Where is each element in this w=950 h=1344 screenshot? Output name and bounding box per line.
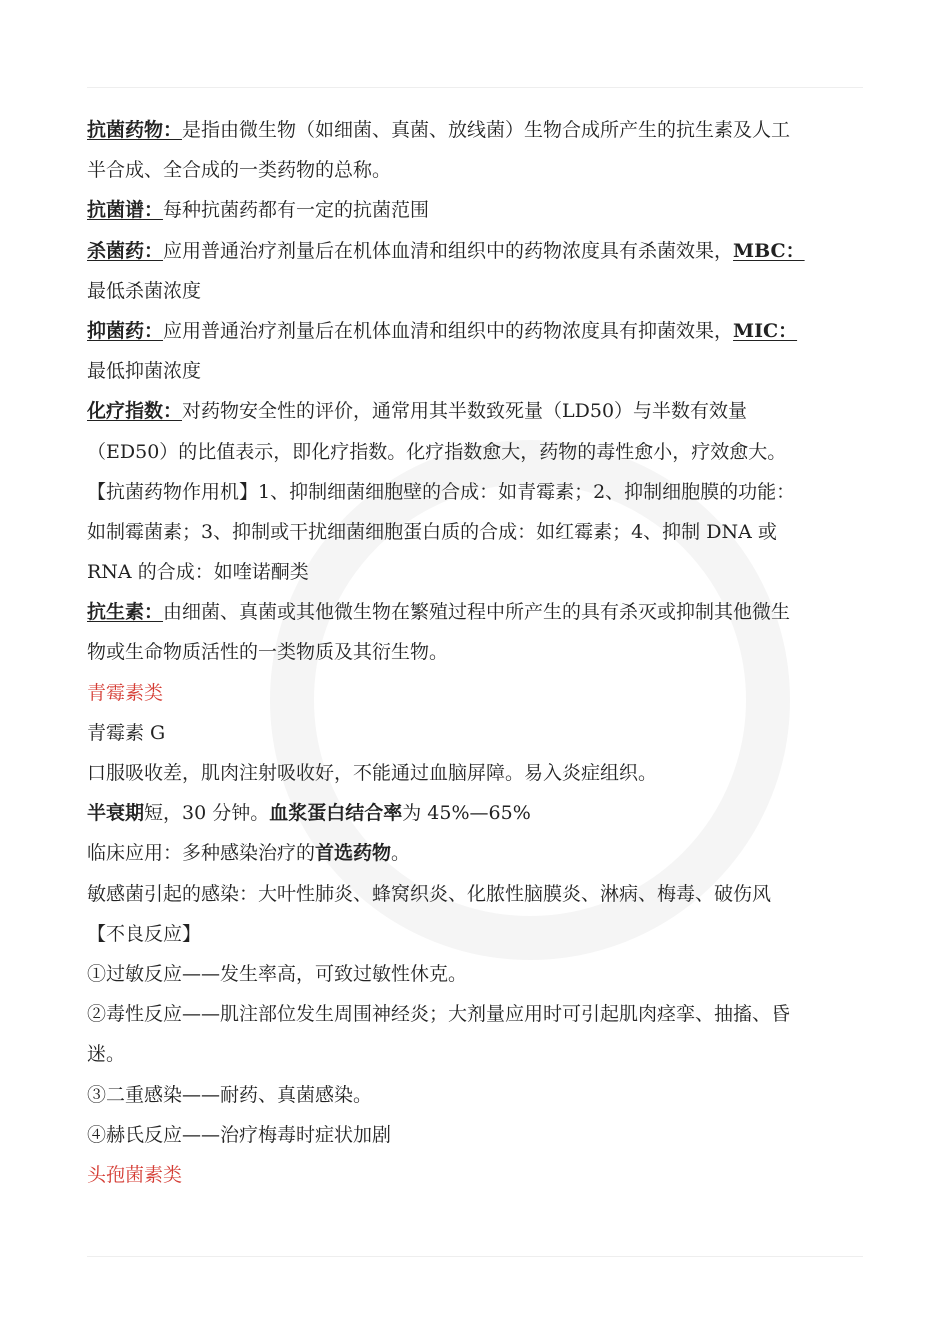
definition-text: 是指由微生物（如细菌、真菌、放线菌）生物合成所产生的抗生素及人工 — [182, 119, 791, 141]
clinical-use-line — [87, 833, 863, 873]
absorption-line: 口服吸收差，肌肉注射吸收好，不能通过血脑屏障。易入炎症组织。 — [87, 762, 658, 784]
adverse-reaction-3: ③二重感染——耐药、真菌感染。 — [87, 1083, 373, 1106]
adverse-reaction-2-line-1: ②毒性反应——肌注部位发生周围神经炎；大剂量应用时可引起肌肉痉挛、抽搐、昏 — [87, 1003, 791, 1026]
therapeutic-index-line-2: （ED50）的比值表示，即化疗指数。化疗指数愈大，药物的毒性愈小，疗效愈大。 — [87, 440, 787, 463]
term-spectrum: 抗菌谱： — [87, 199, 164, 222]
infections-line: 敏感菌引起的感染：大叶性肺炎、蜂窝织炎、化脓性脑膜炎、淋病、梅毒、破伤风 — [87, 882, 772, 905]
penicillins-heading: 青霉素类 — [87, 681, 164, 704]
protein-binding-label: 血浆蛋白结合率 — [269, 802, 403, 825]
bactericidal-line-1 — [87, 231, 863, 271]
term-antibacterial-drugs: 抗菌药物： — [87, 119, 183, 141]
half-life-line — [87, 793, 863, 833]
mechanism-line-3: RNA 的合成：如喹诺酮类 — [87, 561, 309, 584]
definition-text: 应用普通治疗剂量后在机体血清和组织中的药物浓度具有抑菌效果， — [163, 319, 734, 342]
clinical-use-suffix: 。 — [391, 842, 411, 865]
antibacterial-drugs-line-1 — [87, 110, 863, 150]
cephalosporins-heading: 头孢菌素类 — [87, 1163, 183, 1186]
mechanism-line-2: 如制霉菌素；3、抑制或干扰细菌细胞蛋白质的合成：如红霉素；4、抑制 DNA 或 — [87, 520, 777, 543]
term-therapeutic-index: 化疗指数： — [87, 400, 183, 423]
adverse-reaction-1: ①过敏反应——发生率高，可致过敏性休克。 — [87, 962, 468, 985]
term-mbc: MBC： — [733, 239, 805, 262]
top-rule — [87, 87, 863, 88]
bactericidal-line-2: 最低杀菌浓度 — [87, 279, 202, 302]
definition-text: 应用普通治疗剂量后在机体血清和组织中的药物浓度具有杀菌效果， — [163, 239, 734, 262]
therapeutic-index-line-1 — [87, 391, 863, 431]
definition-text: 由细菌、真菌或其他微生物在繁殖过程中所产生的具有杀灭或抑制其他微生 — [163, 601, 791, 624]
bacteriostatic-line-2: 最低抑菌浓度 — [87, 360, 202, 383]
term-mic: MIC： — [733, 319, 798, 342]
clinical-use-prefix: 临床应用：多种感染治疗的 — [87, 842, 316, 865]
term-bactericidal: 杀菌药： — [87, 239, 164, 262]
antibiotics-line-1 — [87, 592, 863, 632]
adverse-reaction-4: ④赫氏反应——治疗梅毒时症状加剧 — [87, 1123, 392, 1146]
definition-text: 每种抗菌药都有一定的抗菌范围 — [163, 199, 430, 222]
document-body — [87, 110, 863, 1195]
term-bacteriostatic: 抑菌药： — [87, 319, 164, 342]
protein-binding-text: 为 45%—65% — [402, 802, 531, 825]
adverse-reaction-2-line-2: 迷。 — [87, 1043, 126, 1066]
first-choice-label: 首选药物 — [315, 842, 392, 865]
antibiotics-line-2: 物或生命物质活性的一类物质及其衍生物。 — [87, 641, 449, 664]
bottom-rule — [87, 1256, 863, 1257]
definition-text: 对药物安全性的评价，通常用其半数致死量（LD50）与半数有效量 — [182, 400, 748, 423]
adverse-reactions-heading: 【不良反应】 — [87, 922, 202, 945]
mechanism-line-1: 【抗菌药物作用机】1、抑制细菌细胞壁的合成：如青霉素；2、抑制细胞膜的功能： — [87, 480, 796, 503]
bacteriostatic-line-1 — [87, 311, 863, 351]
half-life-label: 半衰期 — [87, 802, 145, 825]
penicillin-g-title: 青霉素 G — [87, 721, 166, 744]
half-life-text: 短，30 分钟。 — [144, 802, 270, 825]
antibacterial-drugs-line-2: 半合成、全合成的一类药物的总称。 — [87, 159, 392, 182]
spectrum-line — [87, 190, 863, 230]
term-antibiotics: 抗生素： — [87, 601, 164, 624]
